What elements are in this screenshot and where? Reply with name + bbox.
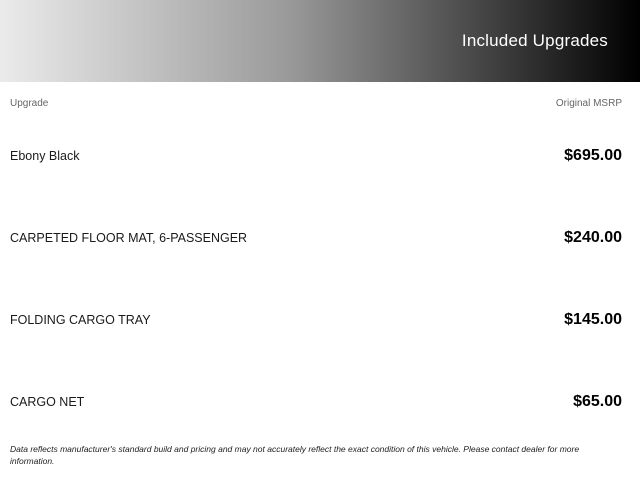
page-title: Included Upgrades: [461, 31, 608, 50]
upgrade-price: $65.00: [573, 393, 622, 410]
upgrade-name: Ebony Black: [10, 149, 80, 163]
disclaimer-text: Data reflects manufacturer's standard build and pricing and may not accurately reflect the exact condition of this vehicle. Please contact dealer for more information.: [10, 444, 580, 466]
table-row: [0, 197, 640, 279]
table-row: [0, 115, 640, 197]
table-row: [0, 279, 640, 361]
table-header-row: [0, 96, 640, 110]
upgrade-price: $695.00: [564, 147, 622, 164]
upgrade-name: CARPETED FLOOR MAT, 6-PASSENGER: [10, 231, 248, 245]
page-header: [0, 0, 640, 82]
table-row: [0, 361, 640, 443]
upgrade-name: FOLDING CARGO TRAY: [10, 313, 151, 327]
upgrades-table-body: [0, 115, 640, 443]
upgrade-name: CARGO NET: [10, 395, 85, 409]
column-header-original-msrp: Original MSRP: [555, 97, 622, 109]
column-header-upgrade: Upgrade: [10, 97, 49, 109]
upgrade-price: $145.00: [564, 311, 622, 328]
upgrade-price: $240.00: [564, 229, 622, 246]
